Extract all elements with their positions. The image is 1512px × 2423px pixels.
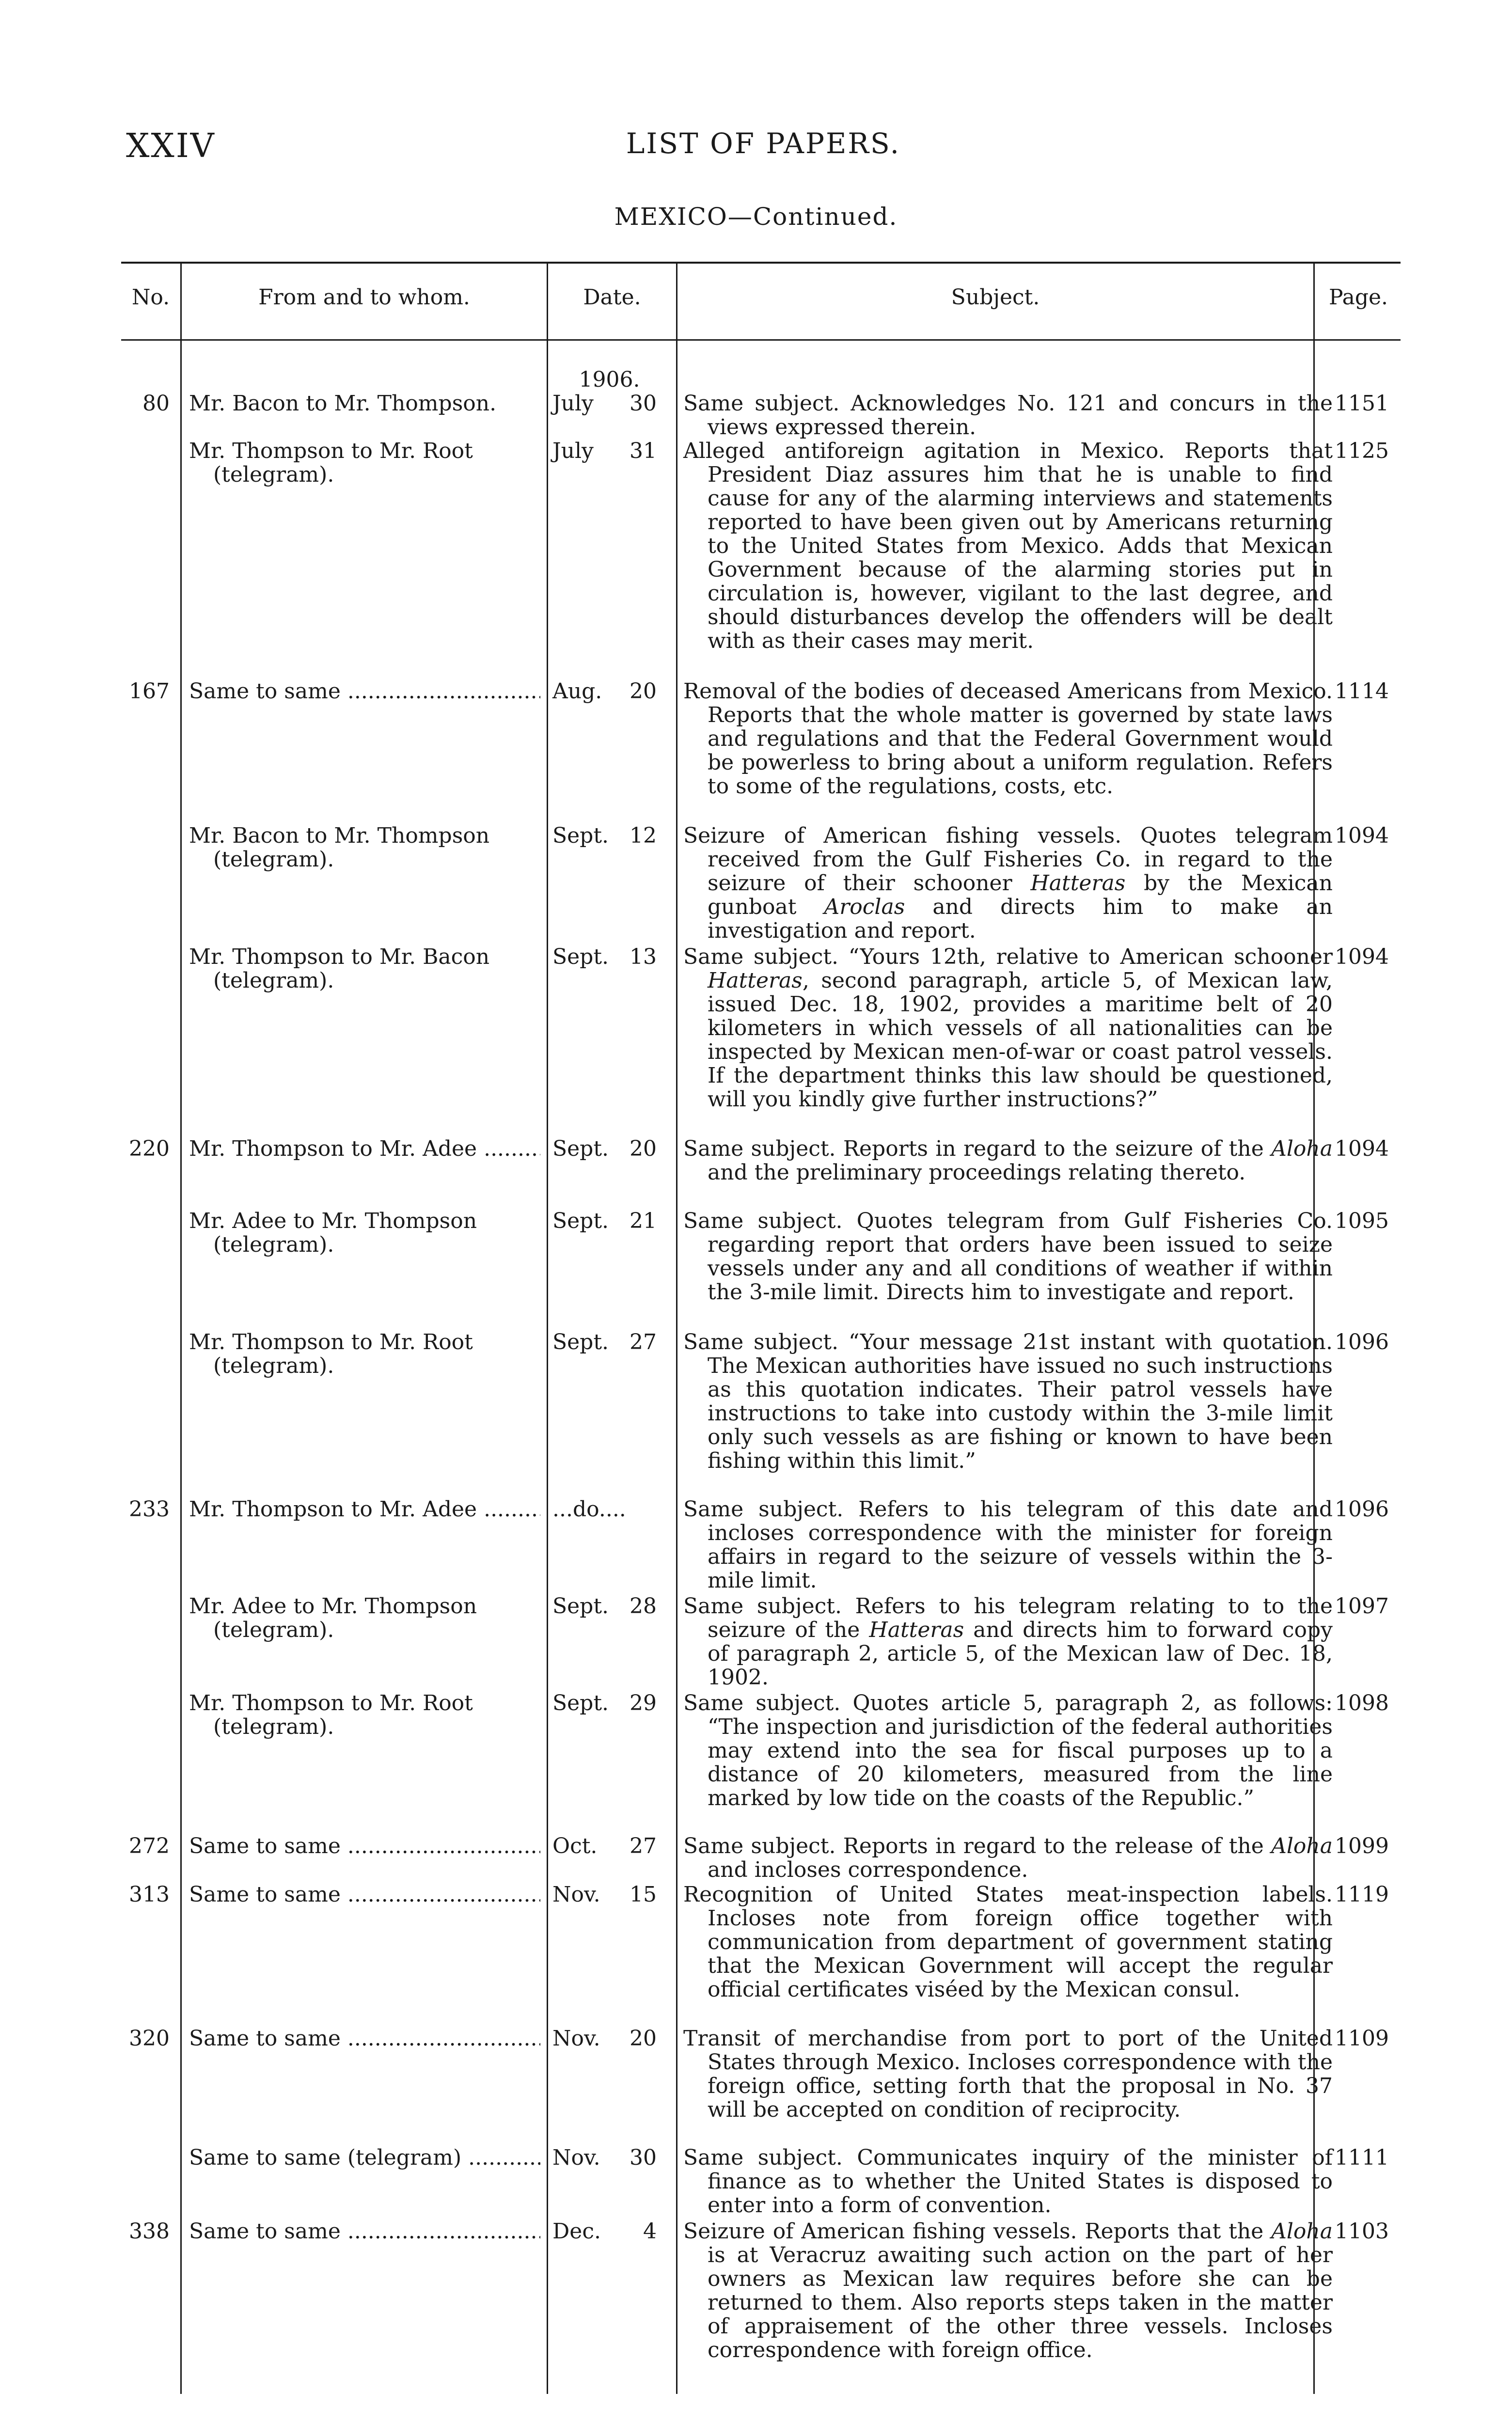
from-telegram-note: (telegram). — [213, 1715, 334, 1739]
date-month: Nov. — [552, 2026, 600, 2051]
from-to-whom — [189, 392, 540, 415]
date-month-day — [552, 2027, 666, 2050]
from-to-whom — [189, 1137, 540, 1161]
entry-date — [552, 1883, 666, 1906]
date-month-day — [552, 392, 666, 415]
entry-date — [552, 679, 666, 703]
date-year: 1906. — [579, 367, 640, 392]
page-reference: 1099 — [1335, 1834, 1389, 1858]
header-no: No. — [131, 285, 170, 310]
date-month: July — [552, 391, 594, 416]
date-month: Sept. — [552, 823, 609, 848]
from-telegram-note: (telegram). — [213, 462, 334, 487]
entry-subject: Recognition of United States meat-inspection labels. Incloses note from foreign office together with communication from department of government stating that the Mexican Government will accept the regular official certificates viséed by the Mexican consul. — [683, 1882, 1333, 2002]
entry-date — [552, 1594, 666, 1618]
date-day: 15 — [630, 1882, 657, 1907]
entry-date — [552, 1691, 666, 1715]
date-month-day — [552, 439, 666, 463]
entry-subject: Removal of the bodies of deceased Americans from Mexico. Reports that the whole matter is governed by state laws and regulations and that the Federal Government would be powerless to bring about a uniform regulation. Refers to some of the regulations, costs, etc. — [683, 679, 1333, 799]
table-header-rule — [121, 339, 1401, 341]
date-month-day — [552, 945, 666, 969]
page-reference: 1119 — [1335, 1882, 1389, 1907]
row-number: 272 — [129, 1834, 170, 1858]
date-month: Nov. — [552, 1882, 600, 1907]
row-number: 233 — [129, 1497, 170, 1522]
from-name: Same to same ..... — [189, 1883, 540, 1906]
row-number: 338 — [129, 2219, 170, 2244]
entry-date — [552, 1834, 666, 1858]
page-reference: 1094 — [1335, 823, 1389, 848]
from-name: Mr. Thompson to Mr. Root — [189, 1330, 473, 1354]
entry-date — [552, 1209, 666, 1233]
date-day: 20 — [630, 679, 657, 704]
page-reference: 1094 — [1335, 1136, 1389, 1161]
from-to-whom — [189, 824, 540, 871]
entry-date — [552, 2219, 666, 2243]
row-number: 313 — [129, 1882, 170, 1907]
date-month: Sept. — [552, 1330, 609, 1354]
date-month: Sept. — [552, 1136, 609, 1161]
from-name: Mr. Thompson to Mr. Root — [189, 1691, 473, 1715]
date-month: Sept. — [552, 944, 609, 969]
from-to-whom — [189, 1209, 540, 1257]
header-subject: Subject. — [951, 285, 1040, 310]
from-to-whom — [189, 2219, 540, 2243]
entry-subject: Same subject. Quotes telegram from Gulf Fisheries Co. regarding report that orders have been issued to seize vessels under any and all conditions of weather if within the 3-mile limit. Directs him to investigate and report. — [683, 1209, 1333, 1305]
date-month: Dec. — [552, 2219, 601, 2244]
date-month-day — [552, 1330, 666, 1354]
date-month-day — [552, 1883, 666, 1906]
folio-number: XXIV — [126, 127, 216, 165]
page-reference: 1111 — [1335, 2145, 1389, 2170]
page-reference: 1096 — [1335, 1497, 1389, 1522]
from-name: Same to same (telegram) ..... — [189, 2146, 540, 2170]
page-reference: 1094 — [1335, 944, 1389, 969]
from-name: Mr. Bacon to Mr. Thompson. — [189, 391, 497, 416]
from-to-whom — [189, 1330, 540, 1378]
entry-date — [552, 1497, 666, 1521]
date-month-day — [552, 1834, 666, 1858]
date-month: Oct. — [552, 1834, 598, 1858]
date-day: 27 — [630, 1330, 657, 1354]
entry-date — [552, 1330, 666, 1354]
date-month: Sept. — [552, 1691, 609, 1715]
from-name: Mr. Adee to Mr. Thompson — [189, 1594, 477, 1619]
header-date: Date. — [583, 285, 641, 310]
date-month: Sept. — [552, 1209, 609, 1233]
from-name: Mr. Bacon to Mr. Thompson — [189, 823, 490, 848]
page-reference: 1151 — [1335, 391, 1389, 416]
date-day: 30 — [630, 2145, 657, 2170]
from-to-whom — [189, 439, 540, 487]
from-to-whom — [189, 945, 540, 992]
header-from: From and to whom. — [258, 285, 470, 310]
from-name: Same to same ..... — [189, 2219, 540, 2243]
date-month: Aug. — [552, 679, 602, 704]
row-number: 167 — [129, 679, 170, 704]
entry-subject: Same subject. Acknowledges No. 121 and concurs in the views expressed therein. — [683, 391, 1333, 440]
from-name: Same to same ..... — [189, 2027, 540, 2050]
date-month-day — [552, 824, 666, 848]
entry-subject: Same subject. Communicates inquiry of the minister of finance as to whether the United States is disposed to enter into a form of convention. — [683, 2145, 1333, 2218]
from-name: Same to same ..... — [189, 679, 540, 703]
section-title: MEXICO—Continued. — [614, 203, 898, 231]
from-to-whom — [189, 2146, 540, 2170]
date-month-day — [552, 1594, 666, 1618]
from-telegram-note: (telegram). — [213, 1232, 334, 1257]
date-day: 12 — [630, 823, 657, 848]
entry-subject: Same subject. “Yours 12th, relative to American schooner Hatteras, second paragraph, article 5, of Mexican law, issued Dec. 18, 1902, provides a maritime belt of 20 kilometers in which vessels of all nationalities can be inspected by Mexican men-of-war or coast patrol vessels. If the department thinks this law should be questioned, will you kindly give further instructions?” — [683, 944, 1333, 1112]
entry-subject: Transit of merchandise from port to port of the United States through Mexico. Incloses correspondence with the foreign office, setting forth that the proposal in No. 37 will be accepted on condition of reciprocity. — [683, 2026, 1333, 2122]
from-to-whom — [189, 1883, 540, 1906]
entry-subject: Same subject. Refers to his telegram relating to to the seizure of the Hatteras and directs him to forward copy of paragraph 2, article 5, of the Mexican law of Dec. 18, 1902. — [683, 1594, 1333, 1690]
from-name: Same to same ..... — [189, 1834, 540, 1858]
from-name: Mr. Thompson to Mr. Adee ..... — [189, 1137, 540, 1161]
entry-subject: Alleged antiforeign agitation in Mexico. Reports that President Diaz assures him that he is unable to find cause for any of the alarming interviews and statements reported to have been given out by Americans returning to the United States from Mexico. Adds that Mexican Government because of the alarming stories put in circulation is, however, vigilant to the last degree, and should disturbances develop the offenders will be dealt with as their cases may merit. — [683, 439, 1333, 653]
from-to-whom — [189, 1497, 540, 1521]
page-reference: 1096 — [1335, 1330, 1389, 1354]
date-day: 29 — [630, 1691, 657, 1715]
from-name: Mr. Thompson to Mr. Root — [189, 439, 473, 463]
from-telegram-note: (telegram). — [213, 847, 334, 872]
date-day: 30 — [630, 391, 657, 416]
date-month-day — [552, 1691, 666, 1715]
page-header — [126, 127, 1401, 171]
from-telegram-note: (telegram). — [213, 1353, 334, 1378]
entry-date — [552, 2027, 666, 2050]
date-month-day — [552, 2146, 666, 2170]
date-day: 28 — [630, 1594, 657, 1619]
page-reference: 1098 — [1335, 1691, 1389, 1715]
date-month-day — [552, 1209, 666, 1233]
entry-date — [552, 824, 666, 848]
date-month: Nov. — [552, 2145, 600, 2170]
row-number: 220 — [129, 1136, 170, 1161]
date-day: 21 — [630, 1209, 657, 1233]
entry-subject: Same subject. Quotes article 5, paragraph 2, as follows: “The inspection and jurisdiction of the federal authorities may extend into the sea for fiscal purposes up to a distance of 20 kilometers, measured from the line marked by low tide on the coasts of the Republic.” — [683, 1691, 1333, 1810]
date-day: 20 — [630, 1136, 657, 1161]
from-telegram-note: (telegram). — [213, 968, 334, 993]
column-divider — [676, 262, 677, 2394]
date-month: ...do.... — [552, 1497, 626, 1522]
from-name: Mr. Thompson to Mr. Adee ..... — [189, 1497, 540, 1521]
entry-subject: Same subject. Reports in regard to the release of the Aloha and incloses correspondence. — [683, 1834, 1333, 1882]
from-to-whom — [189, 1691, 540, 1739]
date-month-day — [552, 679, 666, 703]
from-name: Mr. Adee to Mr. Thompson — [189, 1209, 477, 1233]
page-reference: 1125 — [1335, 439, 1389, 463]
row-number: 320 — [129, 2026, 170, 2051]
page-reference: 1109 — [1335, 2026, 1389, 2051]
from-telegram-note: (telegram). — [213, 1618, 334, 1642]
entry-date — [552, 367, 666, 416]
entry-date — [552, 439, 666, 463]
date-day: 27 — [630, 1834, 657, 1858]
header-page: Page. — [1328, 285, 1388, 310]
entry-subject: Seizure of American fishing vessels. Quotes telegram received from the Gulf Fisheries Co. in regard to the seizure of their schooner Hatteras by the Mexican gunboat Aroclas and directs him to make an investigation and report. — [683, 823, 1333, 943]
table-top-rule — [121, 262, 1401, 264]
entry-date — [552, 1137, 666, 1161]
date-month-day — [552, 2219, 666, 2243]
entry-date — [552, 945, 666, 969]
column-divider — [180, 262, 182, 2394]
running-head: LIST OF PAPERS. — [626, 127, 901, 160]
from-name: Mr. Thompson to Mr. Bacon — [189, 944, 490, 969]
from-to-whom — [189, 679, 540, 703]
from-to-whom — [189, 1594, 540, 1642]
date-day: 31 — [630, 439, 657, 463]
column-divider — [547, 262, 548, 2394]
page-reference: 1114 — [1335, 679, 1389, 704]
entry-date — [552, 2146, 666, 2170]
page-reference: 1103 — [1335, 2219, 1389, 2244]
date-month: Sept. — [552, 1594, 609, 1619]
entry-subject: Same subject. Refers to his telegram of this date and incloses correspondence with the minister for foreign affairs in regard to the seizure of vessels within the 3-mile limit. — [683, 1497, 1333, 1593]
entry-subject: Same subject. “Your message 21st instant with quotation. The Mexican authorities have issued no such instructions as this quotation indicates. Their patrol vessels have instructions to take into custody within the 3-mile limit only such vessels as are fishing or known to have been fishing within this limit.” — [683, 1330, 1333, 1473]
entry-subject: Same subject. Reports in regard to the seizure of the Aloha and the preliminary proceedings relating thereto. — [683, 1136, 1333, 1185]
date-day: 4 — [643, 2219, 657, 2244]
entry-subject: Seizure of American fishing vessels. Reports that the Aloha is at Veracruz awaiting such action on the part of her owners as Mexican law requires before she can be returned to them. Also reports steps taken in the matter of appraisement of the other three vessels. Incloses correspondence with foreign office. — [683, 2219, 1333, 2362]
date-day: 20 — [630, 2026, 657, 2051]
row-number: 80 — [142, 391, 170, 416]
date-month-day — [552, 1497, 666, 1521]
date-day: 13 — [630, 944, 657, 969]
date-month-day — [552, 1137, 666, 1161]
date-month: July — [552, 439, 594, 463]
from-to-whom — [189, 2027, 540, 2050]
from-to-whom — [189, 1834, 540, 1858]
page-reference: 1097 — [1335, 1594, 1389, 1619]
page-reference: 1095 — [1335, 1209, 1389, 1233]
